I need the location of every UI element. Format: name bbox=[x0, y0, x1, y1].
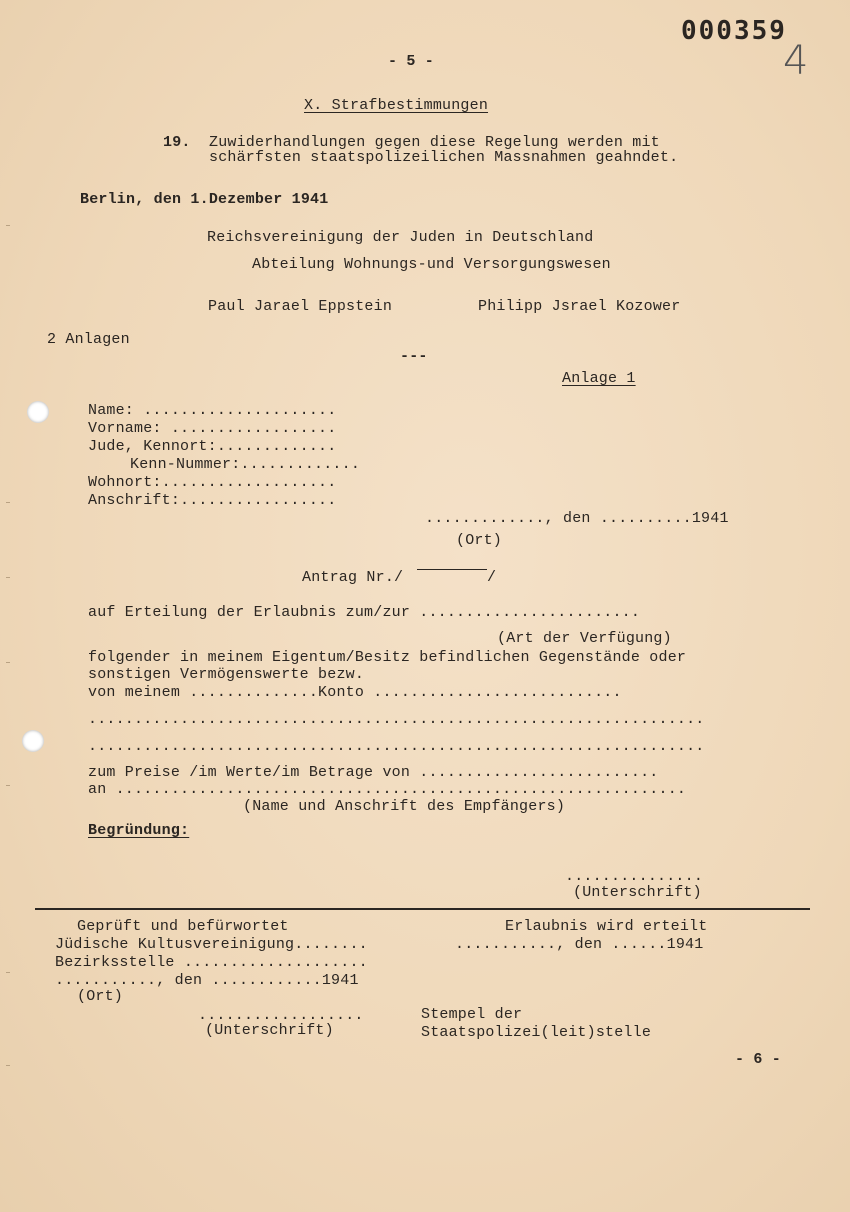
section-heading: X. Strafbestimmungen bbox=[304, 97, 489, 114]
page-number: - 5 - bbox=[388, 53, 435, 70]
signer-name: Paul Jarael Eppstein bbox=[208, 298, 393, 315]
handwritten-note: 4 bbox=[783, 38, 809, 84]
edge-mark bbox=[6, 225, 10, 226]
next-page-number: - 6 - bbox=[735, 1051, 782, 1068]
form-line: von meinem ..............Konto ........................... bbox=[88, 684, 622, 701]
punch-hole-top bbox=[27, 401, 49, 423]
section-divider bbox=[35, 908, 810, 910]
form-line: folgender in meinem Eigentum/Besitz befindlichen Gegenstände oder bbox=[88, 649, 687, 666]
edge-mark bbox=[6, 502, 10, 503]
form-field: Jude, Kennort:............. bbox=[88, 438, 337, 455]
form-field: Wohnort:................... bbox=[88, 474, 337, 491]
form-caption: (Name und Anschrift des Empfängers) bbox=[243, 798, 566, 815]
footer-right-line: Erlaubnis wird erteilt bbox=[505, 918, 708, 935]
signature-caption: (Unterschrift) bbox=[573, 884, 702, 901]
footer-left-line: Jüdische Kultusvereinigung........ bbox=[55, 936, 368, 953]
footer-right-line: ..........., den ......1941 bbox=[455, 936, 704, 953]
stamp-label: Staatspolizei(leit)stelle bbox=[421, 1024, 652, 1041]
form-line: auf Erteilung der Erlaubnis zum/zur ........................ bbox=[88, 604, 641, 621]
form-field: Vorname: .................. bbox=[88, 420, 337, 437]
antrag-label-end: / bbox=[487, 569, 497, 586]
edge-mark bbox=[6, 785, 10, 786]
paragraph-number: 19. bbox=[163, 134, 191, 151]
form-title: Anlage 1 bbox=[562, 370, 636, 387]
form-field: Name: ..................... bbox=[88, 402, 337, 419]
signature-dots: ............... bbox=[565, 868, 704, 885]
footer-signature-caption: (Unterschrift) bbox=[205, 1022, 334, 1039]
separator-dash: --- bbox=[400, 348, 428, 365]
form-line: ................................................................... bbox=[88, 711, 705, 728]
date-caption: (Ort) bbox=[456, 532, 503, 549]
attachments-note: 2 Anlagen bbox=[47, 331, 130, 348]
form-field: Kenn-Nummer:............. bbox=[130, 456, 361, 473]
paragraph-line: Zuwiderhandlungen gegen diese Regelung werden mit bbox=[209, 134, 660, 151]
edge-mark bbox=[6, 972, 10, 973]
form-line: sonstigen Vermögenswerte bezw. bbox=[88, 666, 365, 683]
department-name: Abteilung Wohnungs-und Versorgungswesen bbox=[252, 256, 611, 273]
form-line: an .............................................................. bbox=[88, 781, 687, 798]
footer-left-line: (Ort) bbox=[77, 988, 124, 1005]
punch-hole-bottom bbox=[22, 730, 44, 752]
date-line: ............., den ..........1941 bbox=[425, 510, 729, 527]
signer-name: Philipp Jsrael Kozower bbox=[478, 298, 681, 315]
antrag-number-line bbox=[417, 569, 487, 570]
edge-mark bbox=[6, 1065, 10, 1066]
footer-signature-dots: .................. bbox=[198, 1007, 364, 1024]
footer-left-line: Bezirksstelle .................... bbox=[55, 954, 368, 971]
footer-left-line: ..........., den ............1941 bbox=[55, 972, 359, 989]
form-field: Anschrift:................. bbox=[88, 492, 337, 509]
footer-left-line: Geprüft und befürwortet bbox=[77, 918, 289, 935]
form-caption: (Art der Verfügung) bbox=[497, 630, 672, 647]
form-line: ................................................................... bbox=[88, 738, 705, 755]
document-number: 000359 bbox=[681, 16, 787, 46]
stamp-label: Stempel der bbox=[421, 1006, 523, 1023]
edge-mark bbox=[6, 577, 10, 578]
form-line: zum Preise /im Werte/im Betrage von .......................... bbox=[88, 764, 659, 781]
paragraph-line: schärfsten staatspolizeilichen Massnahmen geahndet. bbox=[209, 149, 679, 166]
begruendung-label: Begründung: bbox=[88, 822, 190, 839]
organization-name: Reichsvereinigung der Juden in Deutschland bbox=[207, 229, 594, 246]
edge-mark bbox=[6, 662, 10, 663]
antrag-label: Antrag Nr./ bbox=[302, 569, 404, 586]
place-date: Berlin, den 1.Dezember 1941 bbox=[80, 191, 329, 208]
